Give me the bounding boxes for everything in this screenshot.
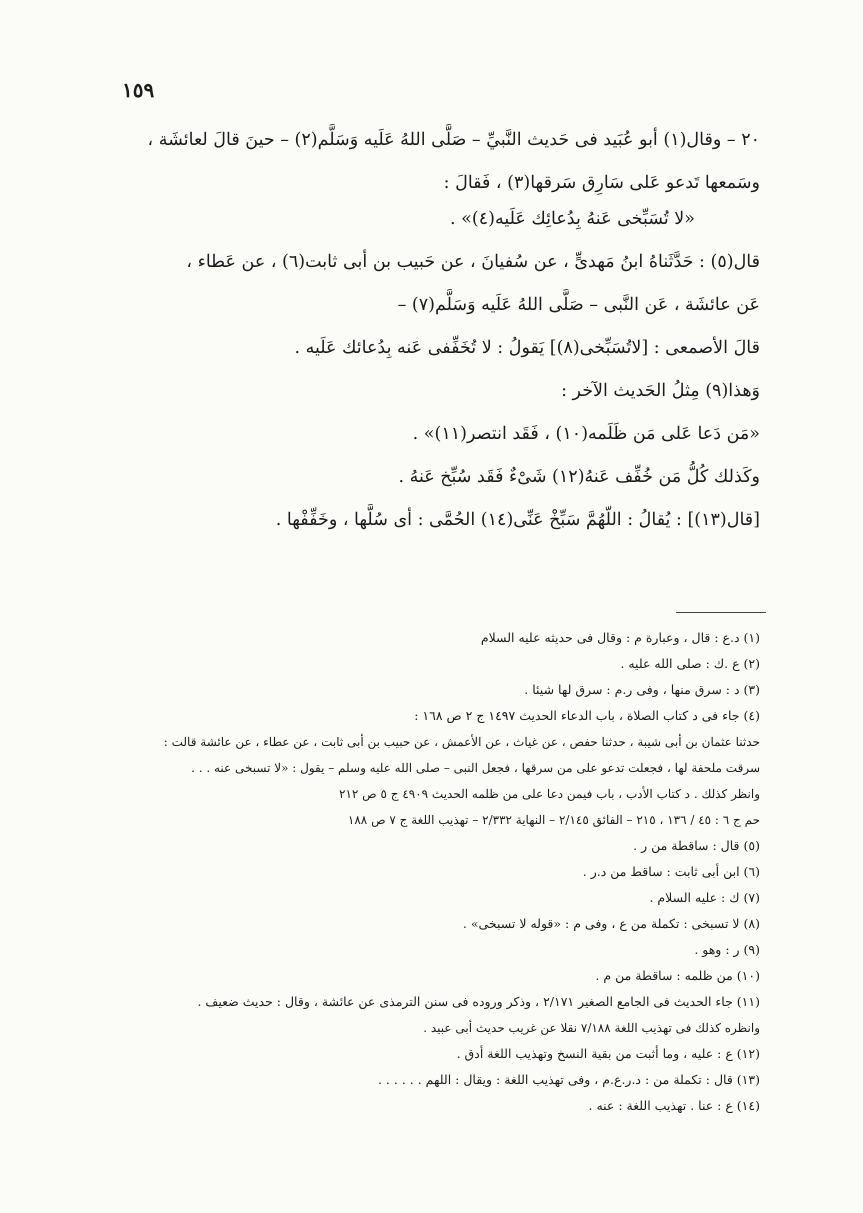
footnote: (٢) ع .ك : صلى الله عليه . bbox=[620, 656, 760, 671]
text-line: وَهذا(٩) مِثلُ الحَديث الآخر : bbox=[561, 381, 760, 401]
text-line: قالَ الأصمعى : [لاتُسَبِّخى(٨)] يَقولُ : لا تُخَفِّفى عَنه بِدُعائك عَلَيه . bbox=[294, 338, 760, 358]
text-line: [قال(١٣)] : يُقالُ : اللّهُمَّ سَبِّخْ عَنِّى(١٤) الحُمَّى : أى سُلَّها ، وخَفِّفْها . bbox=[275, 510, 760, 530]
text-line: وكَذلك كُلُّ مَن خُفِّف عَنهُ(١٢) شَىْءٌ فَقَد سُبِّخ عَنهُ . bbox=[398, 467, 760, 487]
footnote: (١٣) قال : تكملة من : د.ر.ع.م ، وفى تهذيب اللغة : ويقال : اللهم . . . . . . bbox=[377, 1072, 760, 1087]
footnote: (١٠) من ظلمه : ساقطة من م . bbox=[595, 968, 760, 983]
text-line: قال(٥) : حَدَّثَناهُ ابنُ مَهدىٍّ ، عن سُفيانَ ، عن حَبيب بن أبى ثابت(٦) ، عن عَطاء ، bbox=[186, 252, 760, 272]
footnote: (٣) د : سرق منها ، وفى ر.م : سرق لها شيئا . bbox=[524, 682, 760, 697]
footnote: (١٢) ع : عليه ، وما أثبت من بقية النسخ وتهذيب اللغة أدق . bbox=[456, 1046, 760, 1061]
footnote-continuation: وانظر كذلك . د كتاب الأدب ، باب فيمن دعا على من ظلمه الحديث ٤٩٠٩ ج ٥ ص ٢١٢ bbox=[339, 787, 760, 801]
text-line: عَن عائشَة ، عَن النَّبى – صَلَّى اللهُ عَلَيه وَسَلَّم(٧) – bbox=[397, 295, 760, 315]
footnote: (٦) ابن أبى ثابت : ساقط من د.ر . bbox=[582, 864, 760, 879]
text-line: وسَمعها تَدعو عَلى سَارِق سَرقها(٣) ، فَقالَ : bbox=[443, 173, 760, 193]
footnotes bbox=[110, 625, 760, 1119]
footnote: (٨) لا تسبخى : تكملة من ع ، وفى م : «قوله لا تسبخى» . bbox=[462, 916, 760, 931]
main-text bbox=[110, 124, 760, 547]
footnote: (٩) ر : وهو . bbox=[694, 942, 760, 957]
footnote: (١) د.ع : قال ، وعبارة م : وقال فى حديثه عليه السلام bbox=[480, 630, 760, 645]
text-line: «لا تُسَبِّخى عَنهُ بِدُعائِك عَلَيه(٤)» . bbox=[450, 209, 695, 229]
footnote-continuation: حدثنا عثمان بن أبى شيبة ، حدثنا حفص ، عن غياث ، عن الأعمش ، عن حبيب بن أبى ثابت ، عن عطاء ، عن عائشة قالت : bbox=[163, 735, 760, 749]
footnote-continuation: وانظره كذلك فى تهذيب اللغة ٧/١٨٨ نقلا عن غريب حديث أبى عبيد . bbox=[423, 1021, 760, 1035]
footnote-divider bbox=[676, 612, 766, 613]
text-line: «مَن دَعا عَلى مَن ظَلَمه(١٠) ، فَقَد انتصر(١١)» . bbox=[412, 424, 760, 444]
footnote-continuation: سرقت ملحفة لها ، فجعلت تدعو على من سرقها ، فجعل النبى – صلى الله عليه وسلم – يقول : «لا تسبخى عنه . . . bbox=[191, 761, 760, 775]
text-line: ٢٠ – وقال(١) أبو عُبَيد فى حَديث النَّبيِّ – صَلَّى اللهُ عَلَيه وَسَلَّم(٢) – حينَ قالَ لعائشَة ، bbox=[147, 130, 760, 150]
footnote-continuation: حم ج ٦ : ٤٥ / ١٣٦ ، ٢١٥ – الفائق ٢/١٤٥ – النهاية ٢/٣٣٢ – تهذيب اللغة ج ٧ ص ١٨٨ bbox=[347, 813, 760, 827]
footnote: (١١) جاء الحديث فى الجامع الصغير ٢/١٧١ ، وذكر وروده فى سنن الترمذى عن عائشة ، وقال : حديث ضعيف . bbox=[197, 994, 760, 1009]
page-number: ١٥٩ bbox=[122, 78, 155, 102]
footnote: (١٤) ع : عنا . تهذيب اللغة : عنه . bbox=[588, 1098, 760, 1113]
footnote: (٤) جاء فى د كتاب الصلاة ، باب الدعاء الحديث ١٤٩٧ ج ٢ ص ١٦٨ : bbox=[414, 708, 760, 723]
footnote: (٥) قال : ساقطة من ر . bbox=[633, 838, 760, 853]
footnote: (٧) ك : عليه السلام . bbox=[649, 890, 760, 905]
